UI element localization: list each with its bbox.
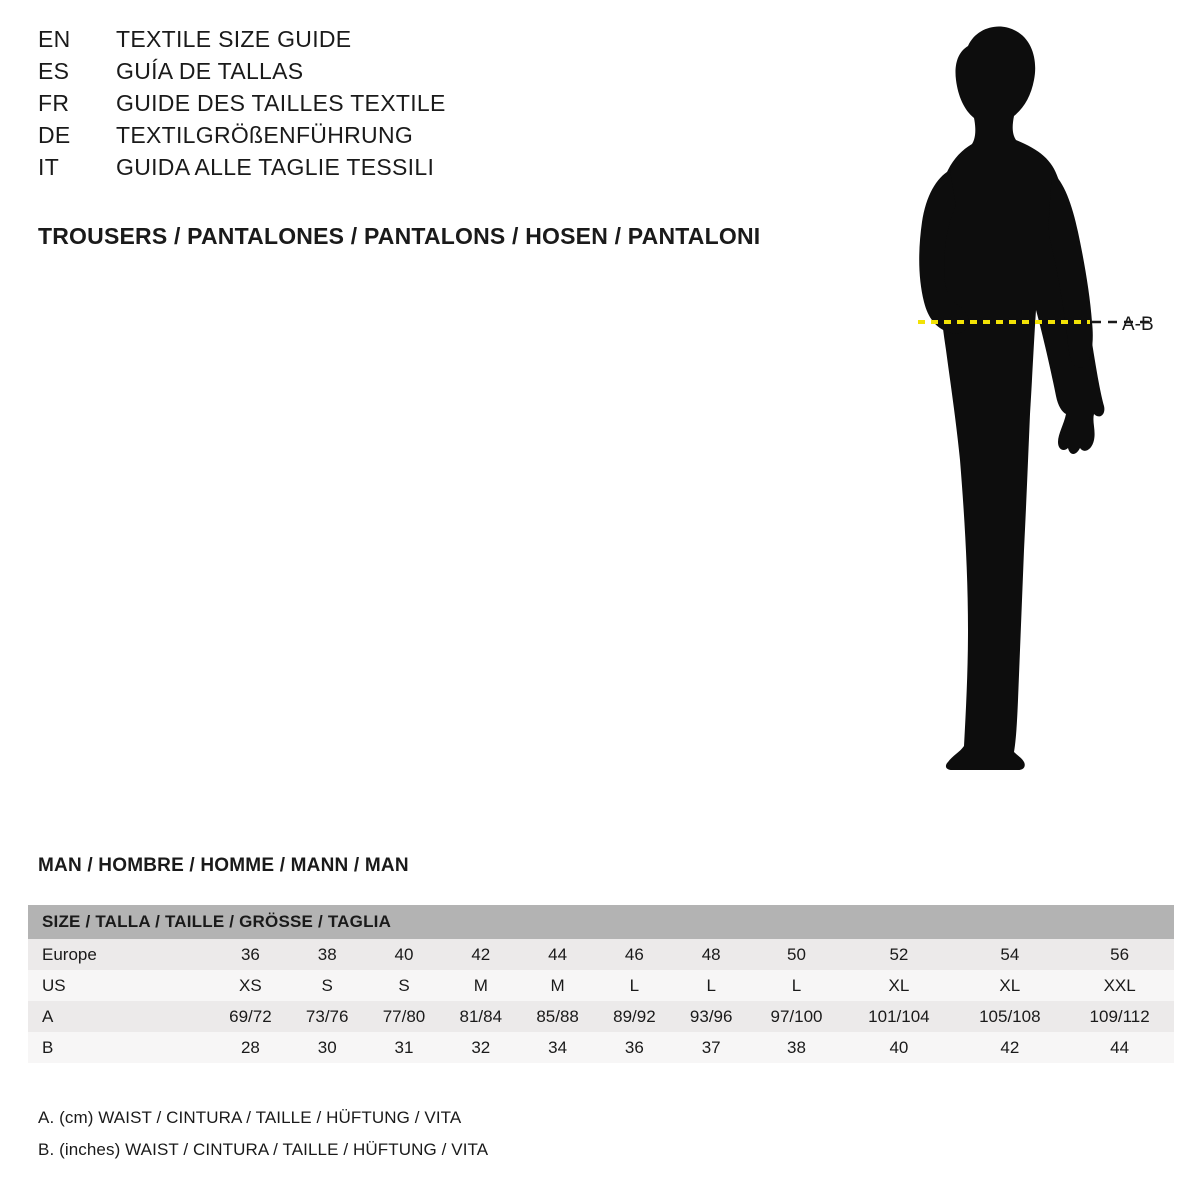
table-cell: XL [954,970,1065,1001]
language-list [38,28,798,188]
row-label: US [28,970,212,1001]
table-cell: 97/100 [750,1001,844,1032]
table-cell: 54 [954,939,1065,970]
table-header-row [28,905,1174,939]
row-label: A [28,1001,212,1032]
table-cell: 42 [442,939,519,970]
table-cell: 105/108 [954,1001,1065,1032]
language-title: TEXTILGRÖßENFÜHRUNG [116,122,414,148]
language-row [38,92,798,115]
footnote-a: A. (cm) WAIST / CINTURA / TAILLE / HÜFTUNG / VITA [38,1108,462,1127]
footnotes [38,1108,488,1172]
table-cell: 38 [289,939,366,970]
table-cell: 48 [673,939,750,970]
table-cell: S [366,970,443,1001]
table-cell: XXL [1065,970,1174,1001]
table-cell: 101/104 [843,1001,954,1032]
table-row [28,939,1174,970]
table-cell: M [519,970,596,1001]
language-title: TEXTILE SIZE GUIDE [116,26,352,52]
footnote-b: B. (inches) WAIST / CINTURA / TAILLE / HÜFTUNG / VITA [38,1140,489,1159]
table-cell: 46 [596,939,673,970]
table-cell: 109/112 [1065,1001,1174,1032]
table-cell: S [289,970,366,1001]
language-title: GUIDA ALLE TAGLIE TESSILI [116,154,435,180]
table-cell: 93/96 [673,1001,750,1032]
table-cell: 73/76 [289,1001,366,1032]
table-cell: 40 [843,1032,954,1063]
section-title-man: MAN / HOMBRE / HOMME / MANN / MAN [38,855,409,876]
table-cell: 36 [212,939,289,970]
table-cell: 34 [519,1032,596,1063]
table-cell: L [596,970,673,1001]
language-row [38,28,798,51]
garment-type-label: TROUSERS / PANTALONES / PANTALONS / HOSEN / PANTALONI [38,223,761,249]
table-cell: 85/88 [519,1001,596,1032]
language-code: FR [38,90,70,116]
body-silhouette-figure [800,10,1200,810]
table-cell: XL [843,970,954,1001]
size-table [28,905,1174,1063]
table-cell: 37 [673,1032,750,1063]
language-row [38,60,798,83]
table-row [28,970,1174,1001]
table-cell: M [442,970,519,1001]
measure-label-ab: A-B [1122,314,1154,335]
row-label: Europe [28,939,212,970]
table-cell: 56 [1065,939,1174,970]
language-title: GUIDE DES TAILLES TEXTILE [116,90,446,116]
row-label: B [28,1032,212,1063]
table-cell: 40 [366,939,443,970]
language-code: DE [38,122,71,148]
table-cell: 52 [843,939,954,970]
table-cell: 28 [212,1032,289,1063]
table-cell: L [673,970,750,1001]
table-cell: 38 [750,1032,844,1063]
language-title: GUÍA DE TALLAS [116,58,304,84]
language-code: IT [38,154,60,180]
language-row [38,156,798,179]
table-cell: 69/72 [212,1001,289,1032]
table-cell: 50 [750,939,844,970]
table-row [28,1032,1174,1063]
table-cell: 44 [519,939,596,970]
table-cell: L [750,970,844,1001]
language-code: EN [38,26,71,52]
table-header-label: SIZE / TALLA / TAILLE / GRÖSSE / TAGLIA [28,905,1174,939]
table-cell: 77/80 [366,1001,443,1032]
table-cell: 31 [366,1032,443,1063]
table-row [28,1001,1174,1032]
table-cell: 89/92 [596,1001,673,1032]
table-cell: 42 [954,1032,1065,1063]
table-cell: 36 [596,1032,673,1063]
table-cell: 32 [442,1032,519,1063]
language-row [38,124,798,147]
silhouette-shape [919,27,1104,770]
language-code: ES [38,58,70,84]
table-cell: 44 [1065,1032,1174,1063]
table-cell: XS [212,970,289,1001]
table-cell: 30 [289,1032,366,1063]
table-cell: 81/84 [442,1001,519,1032]
